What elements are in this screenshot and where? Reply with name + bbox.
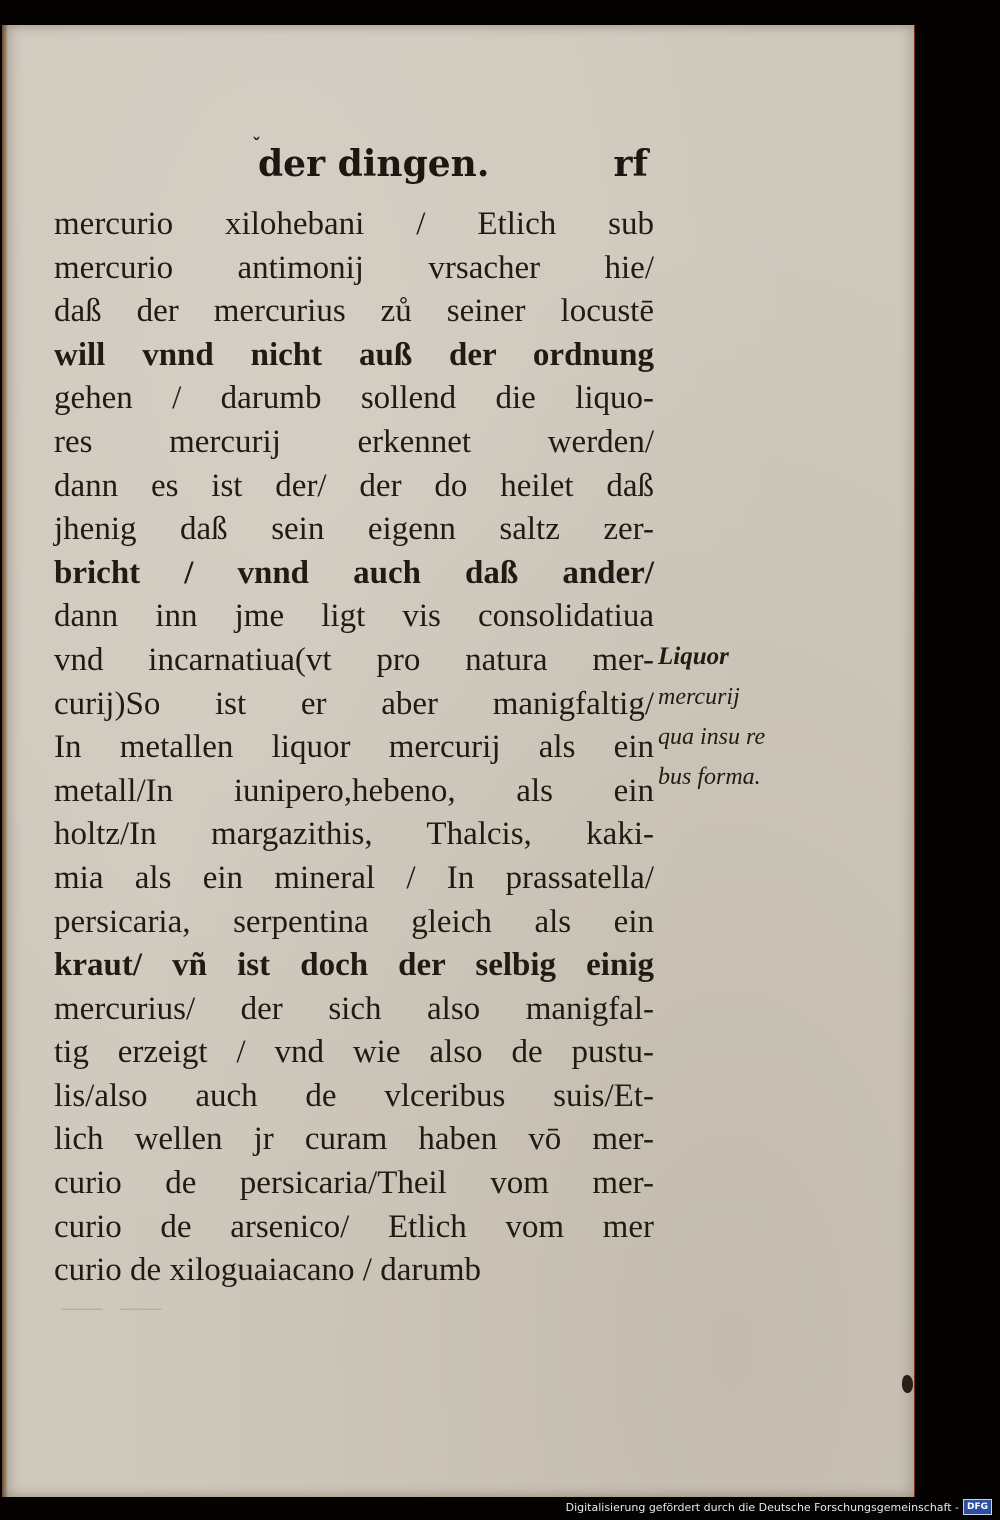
- text-line: curio de arsenico/ Etlich vom mer: [54, 1208, 654, 1245]
- dfg-logo-icon: DFG: [963, 1499, 992, 1515]
- text-line: dann inn jme ligt vis consolidatiua: [54, 598, 654, 635]
- text-line: mercurio xilohebani / Etlich sub: [54, 206, 654, 242]
- text-line: res mercurij erkennet werden/: [54, 423, 654, 460]
- text-line: vnd incarnatiua(vt pro natura mer-: [54, 641, 654, 678]
- marginal-note-line: mercurij: [658, 684, 740, 710]
- text-line: metall/In iunipero,hebeno, als ein: [54, 772, 654, 809]
- text-line: kraut/ vñ ist doch der selbig einig: [54, 947, 654, 984]
- show-through-text: ⸺ ⸺: [60, 1293, 167, 1322]
- folio-number: rf: [613, 143, 648, 185]
- text-line: curij)So ist er aber manigfaltig/: [54, 685, 654, 722]
- book-page: [2, 25, 915, 1497]
- text-line: mercurio antimonij vrsacher hie/: [54, 249, 654, 286]
- text-line: holtz/In margazithis, Thalcis, kaki-: [54, 816, 654, 853]
- text-line: gehen / darumb sollend die liquo-: [54, 380, 654, 417]
- text-line: curio de persicaria/Theil vom mer-: [54, 1165, 654, 1202]
- marginal-note: [658, 637, 798, 797]
- text-line: mercurius/ der sich also manigfal-: [54, 990, 654, 1027]
- page-gutter-shadow: [2, 25, 8, 1497]
- marginal-note-line: bus forma.: [658, 764, 761, 790]
- text-line: jhenig daß sein eigenn saltz zer-: [54, 511, 654, 548]
- text-line: lich wellen jr curam haben vō mer-: [54, 1121, 654, 1158]
- ink-blot: [902, 1375, 913, 1393]
- text-line: In metallen liquor mercurij als ein: [54, 729, 654, 766]
- text-line: persicaria, serpentina gleich als ein: [54, 903, 654, 940]
- text-line: will vnnd nicht auß der ordnung: [54, 336, 654, 373]
- text-line: dann es ist der/ der do heilet daß: [54, 467, 654, 504]
- marginal-note-line: qua insu re: [658, 724, 766, 750]
- funding-credit: Digitalisierung gefördert durch die Deutsche Forschungsgemeinschaft -: [565, 1500, 959, 1514]
- running-head: [252, 135, 652, 199]
- text-line: bricht / vnnd auch daß ander/: [54, 554, 654, 591]
- running-title: der dingen.: [258, 143, 490, 185]
- text-line: mia als ein mineral / In prassatella/: [54, 859, 654, 896]
- digitization-footer: [566, 1498, 992, 1516]
- text-line: curio de xiloguaiacano / darumb: [54, 1252, 482, 1289]
- accent-mark: ˇ: [252, 135, 261, 156]
- text-line: lis/also auch de vlceribus suis/Et-: [54, 1077, 654, 1114]
- text-line: tig erzeigt / vnd wie also de pustu-: [54, 1034, 654, 1071]
- marginal-note-line: Liquor: [658, 643, 729, 670]
- body-text: [54, 203, 654, 1293]
- text-line: daß der mercurius zů seiner locustē: [54, 293, 654, 330]
